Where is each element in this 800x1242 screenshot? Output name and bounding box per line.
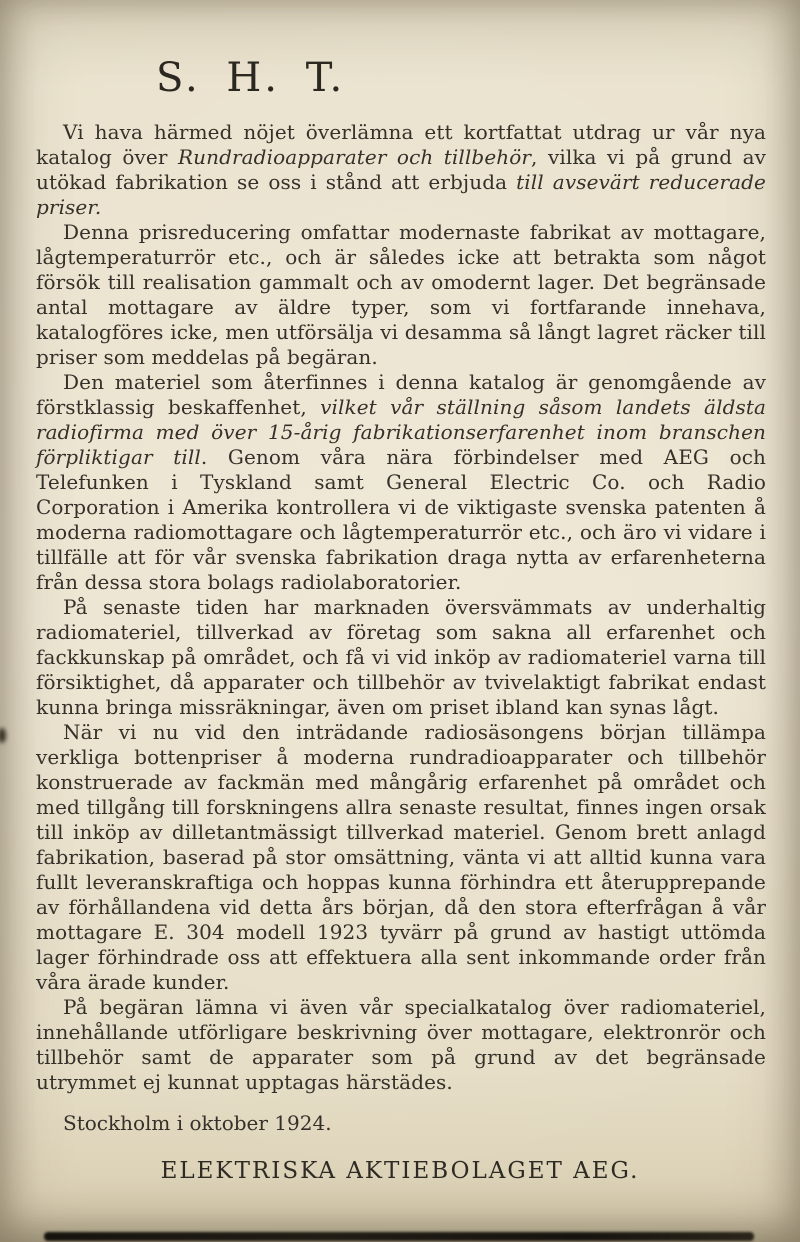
text-segment: . Genom våra nära förbindelser med AEG och Telefunken i Tyskland samt General Electric Co. och Radio Corporation i Amerika kontrollera vi de viktigaste svenska patenten å moderna radiomottagare och lågtemperaturrör etc., och äro vi vidare i tillfälle att för vår svenska fabrikation draga nytta av erfarenheterna från dessa stora bolags radiolaboratorier. <box>36 445 767 594</box>
scan-artifact-bottom-edge <box>44 1232 754 1241</box>
dateline: Stockholm i oktober 1924. <box>63 1111 332 1135</box>
document-body <box>36 120 766 1095</box>
text-segment: På senaste tiden har marknaden översvämmats av underhaltig radiomateriel, tillverkad av företag som sakna all erfarenhet och fackkunskap på området, och få vi vid inköp av radiomateriel varna till försiktighet, då apparater och tillbehör av tvivelaktigt fabrikat endast kunna bringa missräkningar, även om priset ibland kan synas lågt. <box>36 595 766 719</box>
paragraph-4 <box>36 595 766 720</box>
text-segment: När vi nu vid den inträdande radiosäsongens början tillämpa verkliga bottenpriser å moderna rundradioapparater och tillbehör konstruerade av fackmän med mångårig erfarenhet på området och med tillgång till forskningens allra senaste resultat, finnes ingen orsak till inköp av dilletantmässigt tillverkad materiel. Genom brett anlagd fabrikation, baserad på stor omsättning, vänta vi att alltid kunna vara fullt leveranskraftiga och hoppas kunna förhindra ett återupprepande av förhållandena vid detta års början, då den stora efterfrågan å vår mottagare E. 304 modell 1923 tyvärr på grund av hastigt uttömda lager förhindrade oss att effektuera alla sent inkommande order från våra ärade kunder. <box>36 720 766 994</box>
text-segment: Vi hava härmed nöjet överlämna ett kortfattat utdrag ur vår nya katalog över <box>36 120 766 169</box>
page-title: S. H. T. <box>156 55 346 101</box>
paragraph-1 <box>36 120 766 220</box>
paragraph-6 <box>36 995 766 1095</box>
text-segment: Denna prisreducering omfattar modernaste fabrikat av mottagare, lågtemperaturrör etc., och är således icke att betrakta som något försök till realisation gammalt och av omodernt lager. Det begränsade antal mottagare av äldre typer, som vi fortfarande innehava, katalogföres icke, men utförsälja vi desamma så långt lagret räcker till priser som meddelas på begäran. <box>36 220 766 369</box>
text-segment: , vilka vi på grund av utökad fabrikation se oss i stånd att erbjuda <box>36 145 767 194</box>
text-segment: Den materiel som återfinnes i denna katalog är genomgående av förstklassig beskaffenhet, <box>36 370 766 419</box>
text-segment: På begäran lämna vi även vår specialkatalog över radiomateriel, innehållande utförligare beskrivning över mottagare, elektronrör och tillbehör samt de apparater som på grund av det begränsade utrymmet ej kunnat upptagas härstädes. <box>36 995 766 1094</box>
text-segment-italic: Rundradioapparater och tillbehör <box>177 145 532 169</box>
text-segment-italic: vilket vår ställning såsom landets äldsta radiofirma med över 15-årig fabrikationserfarenhet inom branschen förpliktigar till <box>36 395 766 469</box>
text-segment-italic: till avsevärt reducerade priser. <box>36 170 766 219</box>
signature: ELEKTRISKA AKTIEBOLAGET AEG. <box>160 1158 640 1184</box>
paragraph-2 <box>36 220 766 370</box>
paragraph-5 <box>36 720 766 995</box>
paragraph-3 <box>36 370 766 595</box>
scan-artifact-smudge <box>0 728 6 743</box>
